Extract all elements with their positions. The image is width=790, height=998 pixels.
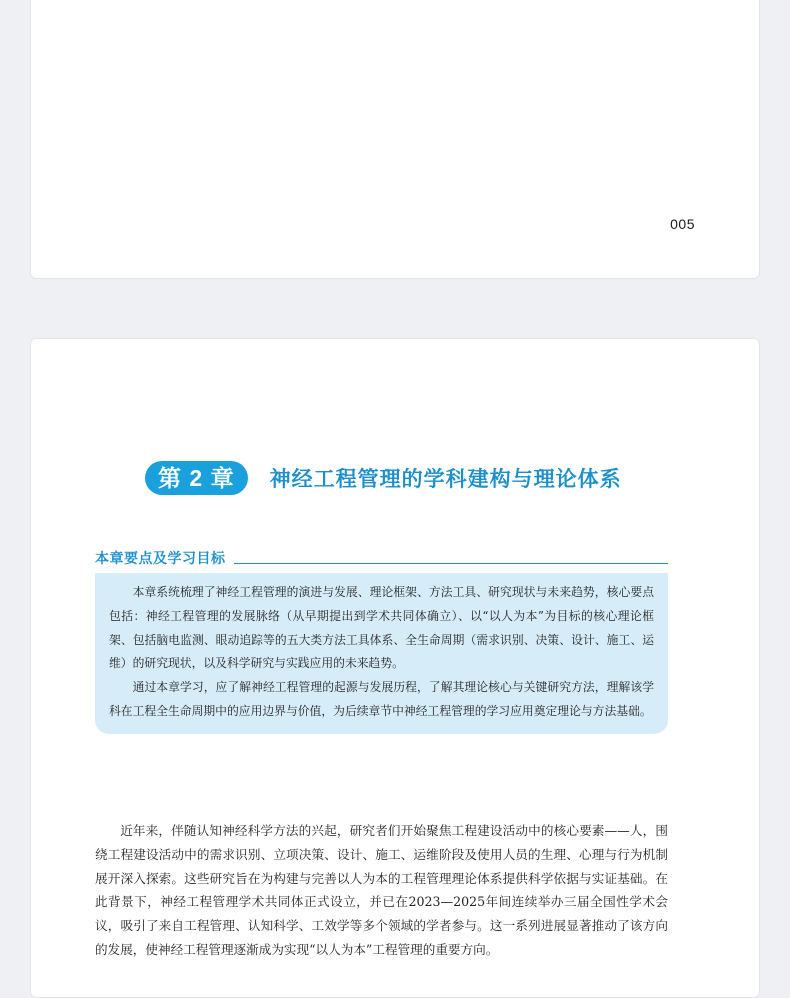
previous-page bbox=[30, 0, 760, 279]
objectives-heading: 本章要点及学习目标 bbox=[95, 550, 226, 566]
objectives-header bbox=[95, 548, 668, 568]
objectives-divider bbox=[234, 563, 669, 564]
objectives-paragraph: 本章系统梳理了神经工程管理的演进与发展、理论框架、方法工具、研究现状与未来趋势，核心要点包括：神经工程管理的发展脉络（从早期提出到学术共同体确立）、以“以人为本”为目标的核心理论框架、包括脑电监测、眼动追踪等的五大类方法工具体系、全生命周期（需求识别、决策、设计、施工、运维）的研究现状，以及科学研究与实践应用的未来趋势。 bbox=[109, 585, 654, 671]
chapter-title: 神经工程管理的学科建构与理论体系 bbox=[269, 468, 622, 491]
page-number: 005 bbox=[670, 216, 695, 232]
objectives-paragraph: 通过本章学习，应了解神经工程管理的起源与发展历程，了解其理论核心与关键研究方法，理解该学科在工程全生命周期中的应用边界与价值，为后续章节中神经工程管理的学习应用奠定理论与方法基础。 bbox=[109, 680, 654, 718]
chapter-heading bbox=[145, 461, 622, 495]
chapter-number-badge: 第 2 章 bbox=[145, 461, 248, 495]
body-text bbox=[95, 819, 668, 962]
current-page bbox=[30, 338, 760, 998]
body-paragraph: 近年来，伴随认知神经科学方法的兴起，研究者们开始聚焦工程建设活动中的核心要素——人，围绕工程建设活动中的需求识别、立项决策、设计、施工、运维阶段及使用人员的生理、心理与行为机制展开深入探索。这些研究旨在为构建与完善以人为本的工程管理理论体系提供科学依据与实证基础。在此背景下，神经工程管理学术共同体正式设立，并已在2023—2025年间连续举办三届全国性学术会议，吸引了来自工程管理、认知科学、工效学等多个领域的学者参与。这一系列进展显著推动了该方向的发展，使神经工程管理逐渐成为实现“以人为本”工程管理的重要方向。 bbox=[95, 823, 668, 957]
objectives-box bbox=[95, 573, 668, 734]
